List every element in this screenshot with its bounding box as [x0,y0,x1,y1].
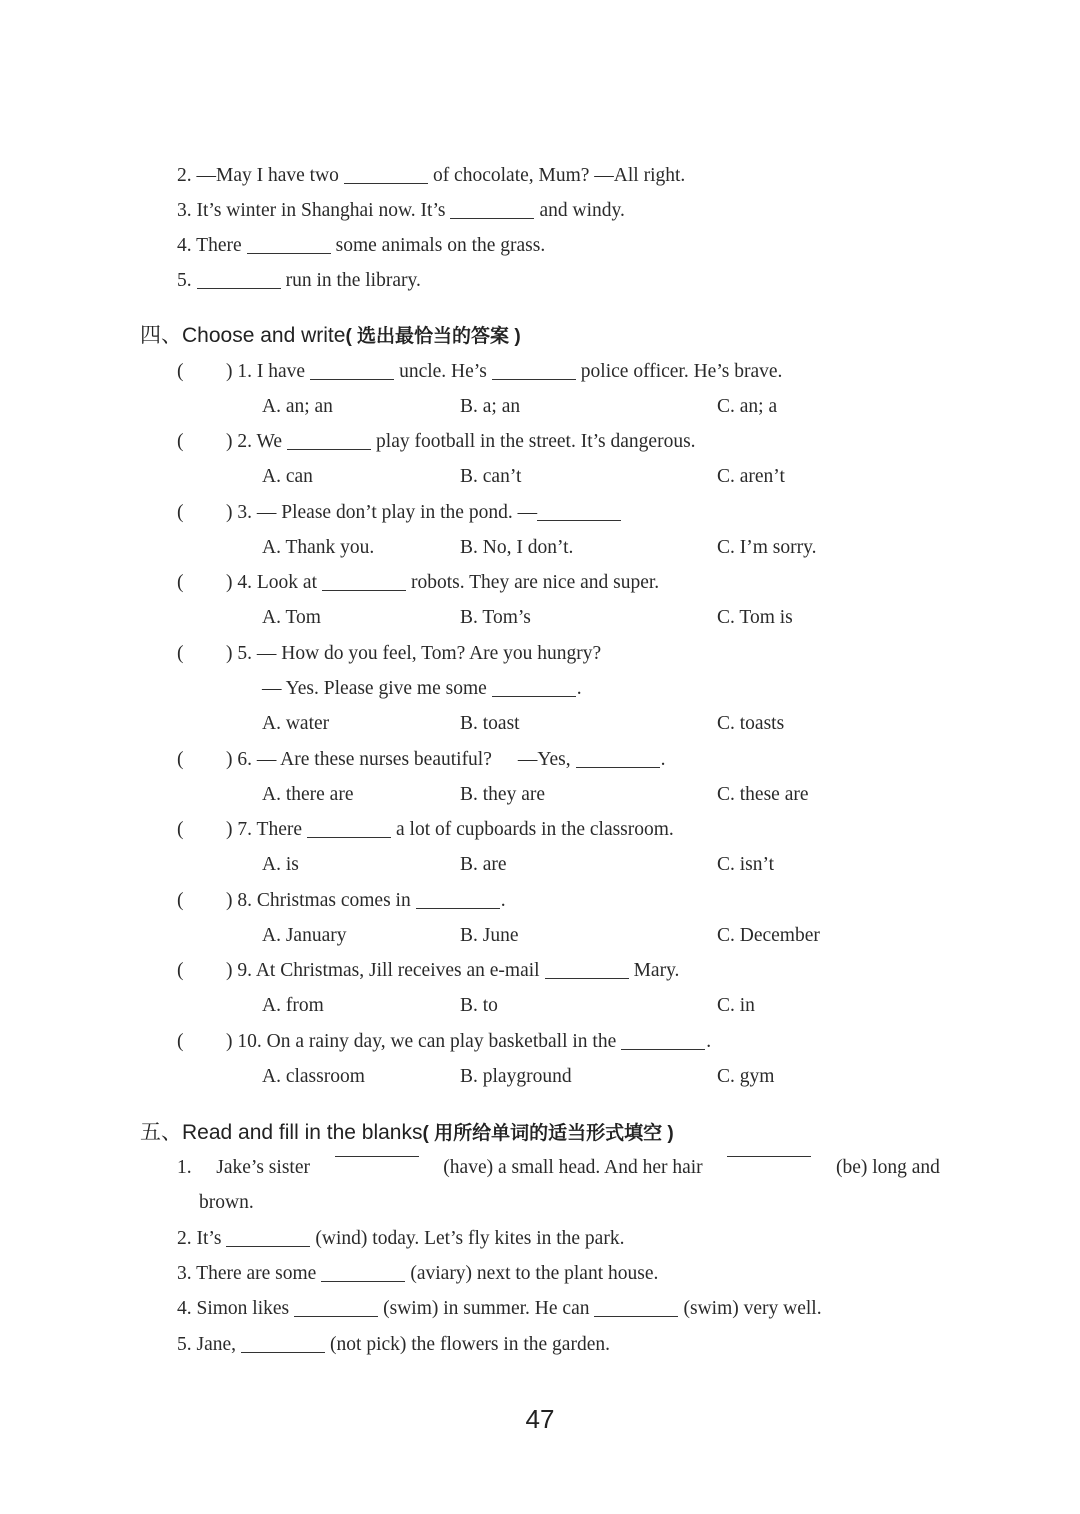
answer-bracket[interactable]: ( [177,819,184,840]
item-text: of chocolate, Mum? —All right. [432,165,686,186]
option-c[interactable]: C. toasts [717,713,785,734]
s3-item-5 [177,268,421,294]
question-stem: ) 5. — How do you feel, Tom? Are you hungry? [226,643,602,664]
option-c[interactable]: C. December [717,925,820,946]
answer-bracket[interactable]: ( [177,960,184,981]
answer-bracket[interactable]: ( [177,890,184,911]
option-a[interactable]: A. water [262,713,330,734]
s5-item-3: 3. There are some (aviary) next to the plant house. [177,1263,659,1284]
option-c[interactable]: C. in [717,995,755,1016]
section-instruction: ( 选出最恰当的答案 ) [345,326,521,347]
section-instruction: ( 用所给单词的适当形式填空 ) [422,1123,674,1144]
answer-blank[interactable] [307,836,391,838]
option-b[interactable]: B. are [460,854,507,875]
answer-blank[interactable] [335,1155,419,1157]
option-b[interactable]: B. they are [460,784,546,805]
answer-blank[interactable] [247,252,331,254]
answer-bracket[interactable]: ( [177,643,184,664]
s5-item-1-continued: brown. [199,1192,254,1213]
s5-item-1: 1. Jake’s sister (have) a small head. And her hair (be) long and [177,1155,940,1181]
option-c[interactable]: C. Tom is [717,607,793,628]
answer-blank[interactable] [727,1155,811,1157]
answer-blank[interactable] [241,1351,325,1353]
section-5-heading [140,1119,674,1148]
option-c[interactable]: C. these are [717,784,809,805]
option-c[interactable]: C. isn’t [717,854,775,875]
option-b[interactable]: B. a; an [460,396,521,417]
option-a[interactable]: A. from [262,995,324,1016]
answer-blank[interactable] [537,519,621,521]
item-number: 3. [177,200,192,221]
option-a[interactable]: A. is [262,854,299,875]
answer-blank[interactable] [492,378,576,380]
mc-question-2 [177,429,696,455]
mc-question-6 [177,747,666,773]
mc-question-8 [177,888,506,914]
answer-blank[interactable] [621,1048,705,1050]
section-title: 四、Choose and write [140,324,346,347]
option-a[interactable]: A. there are [262,784,354,805]
section-4-heading [140,322,521,351]
question-stem: ) 3. — Please don’t play in the pond. — [226,500,626,526]
answer-blank[interactable] [310,378,394,380]
answer-blank[interactable] [322,589,406,591]
answer-blank[interactable] [576,766,660,768]
item-text: —May I have two [196,165,339,186]
option-a[interactable]: A. an; an [262,396,333,417]
answer-bracket[interactable]: ( [177,431,184,452]
answer-bracket[interactable]: ( [177,1031,184,1052]
item-text: some animals on the grass. [335,235,546,256]
question-stem: ) 7. There a lot of cupboards in the classroom. [226,819,674,840]
question-stem: ) 2. We play football in the street. It’s dangerous. [226,431,696,452]
option-b[interactable]: B. Tom’s [460,607,531,628]
s3-item-2 [177,163,685,189]
s5-item-2: 2. It’s (wind) today. Let’s fly kites in the park. [177,1228,625,1249]
item-text: and windy. [539,200,625,221]
mc-question-7 [177,817,674,843]
question-stem: ) 10. On a rainy day, we can play basketball in the . [226,1031,712,1052]
mc-question-1 [177,359,783,385]
option-b[interactable]: B. playground [460,1066,572,1087]
question-stem-continued: — Yes. Please give me some . [262,678,582,699]
page-number: 47 [525,1404,555,1434]
question-stem: ) 1. I have uncle. He’s police officer. He’s brave. [226,361,783,382]
option-a[interactable]: A. classroom [262,1066,365,1087]
answer-blank[interactable] [197,287,281,289]
answer-blank[interactable] [416,907,500,909]
answer-blank[interactable] [492,695,576,697]
item-number: 2. [177,165,192,186]
item-number: 5. [177,270,192,291]
answer-blank[interactable] [321,1280,405,1282]
question-stem: ) 9. At Christmas, Jill receives an e-mail Mary. [226,960,680,981]
option-c[interactable]: C. I’m sorry. [717,537,817,558]
item-number: 1. [177,1157,192,1178]
answer-blank[interactable] [226,1245,310,1247]
answer-bracket[interactable]: ( [177,572,184,593]
answer-blank[interactable] [450,217,534,219]
option-c[interactable]: C. gym [717,1066,775,1087]
item-text: There [196,235,242,256]
mc-question-3 [177,500,538,526]
option-a[interactable]: A. Thank you. [262,537,375,558]
item-text: run in the library. [285,270,421,291]
option-c[interactable]: C. an; a [717,396,778,417]
option-b[interactable]: B. can’t [460,466,522,487]
answer-blank[interactable] [594,1315,678,1317]
option-b[interactable]: B. No, I don’t. [460,537,574,558]
question-stem: ) 6. — Are these nurses beautiful? —Yes, . [226,749,666,770]
option-a[interactable]: A. can [262,466,313,487]
item-number: 4. [177,235,192,256]
answer-bracket[interactable]: ( [177,502,184,523]
answer-blank[interactable] [344,182,428,184]
option-b[interactable]: B. June [460,925,519,946]
option-b[interactable]: B. toast [460,713,520,734]
s3-item-3 [177,198,625,224]
answer-bracket[interactable]: ( [177,749,184,770]
question-stem: ) 8. Christmas comes in . [226,890,506,911]
item-text: It’s winter in Shanghai now. It’s [196,200,446,221]
s5-item-4: 4. Simon likes (swim) in summer. He can (swim) very well. [177,1298,822,1319]
option-b[interactable]: B. to [460,995,498,1016]
s5-item-5: 5. Jane, (not pick) the flowers in the garden. [177,1334,610,1355]
answer-blank[interactable] [294,1315,378,1317]
section-title: 五、Read and fill in the blanks [140,1121,423,1144]
option-c[interactable]: C. aren’t [717,466,785,487]
question-stem: ) 4. Look at robots. They are nice and super. [226,572,660,593]
mc-question-10 [177,1029,712,1055]
answer-blank[interactable] [287,448,371,450]
answer-blank[interactable] [545,977,629,979]
option-a[interactable]: A. Tom [262,607,321,628]
mc-question-5 [177,641,602,667]
mc-question-9 [177,958,680,984]
s3-item-4 [177,233,545,259]
option-a[interactable]: A. January [262,925,347,946]
mc-question-4 [177,570,660,596]
answer-bracket[interactable]: ( [177,361,184,382]
